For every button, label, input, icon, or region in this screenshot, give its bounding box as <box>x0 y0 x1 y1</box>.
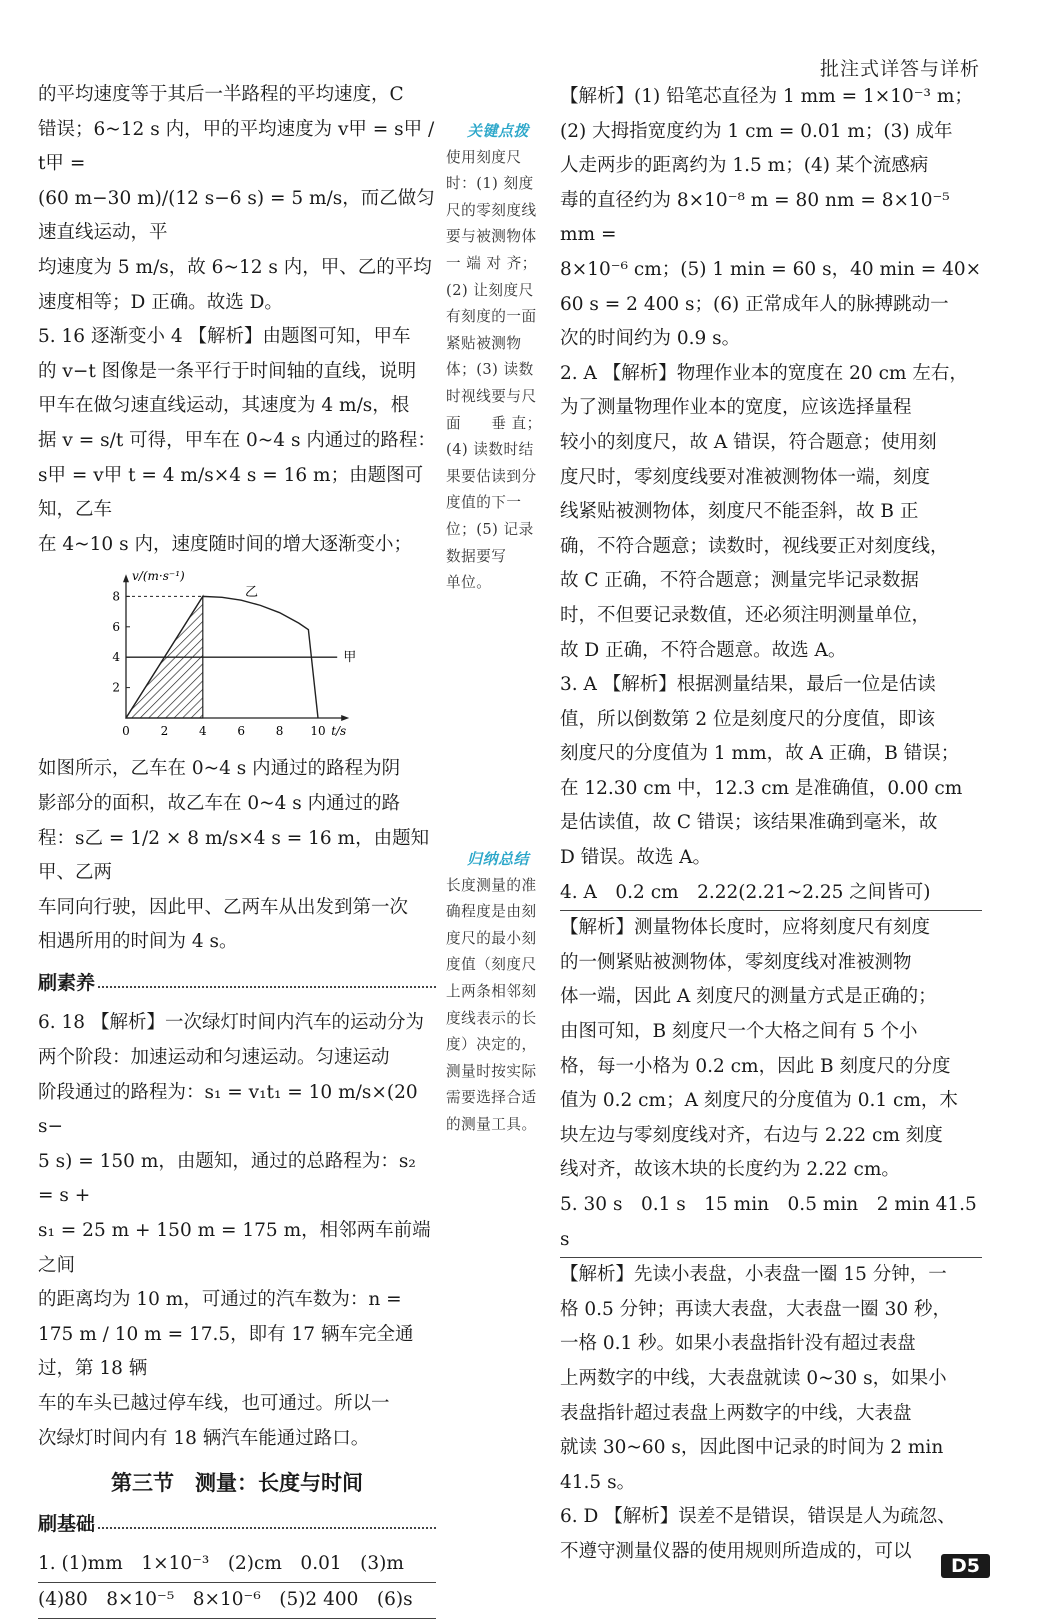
sidenote-title: 归纳总结 <box>466 850 529 868</box>
sidenote-summary <box>446 846 550 1139</box>
text-line: (2) 大拇指宽度约为 1 cm = 0.01 m；(3) 成年 <box>560 120 953 142</box>
sidenote-line: 需要选择合适 <box>446 1089 537 1107</box>
sidenote-line: 体；(3) 读数 <box>446 361 534 379</box>
text-line: (60 m−30 m)/(12 s−6 s) = 5 m/s，而乙做匀速直线运动，平 <box>38 187 435 244</box>
text-line: 错误；6~12 s 内，甲的平均速度为 v甲 = s甲 / t甲 = <box>38 118 435 175</box>
right-column <box>560 80 982 1570</box>
sidenote-line: 上两条相邻刻 <box>446 982 537 1000</box>
x-axis-arrow <box>341 715 349 721</box>
sidenote-line: 度）决定的， <box>446 1036 537 1054</box>
answer-5-heading: 5. 16 逐渐变小 4 【解析】由题图可知，甲车 <box>38 326 411 348</box>
chapter-title: 第三节 测量：长度与时间 <box>111 1471 363 1496</box>
answer-1-line: 1. (1)mm 1×10⁻³ (2)cm 0.01 (3)m <box>38 1547 436 1583</box>
text-line: 度尺时，零刻度线要对准被测物体一端，刻度 <box>560 466 931 488</box>
text-line: 表盘指针超过表盘上两数字的中线，大表盘 <box>560 1402 912 1424</box>
answer-5-heading: 5. 30 s 0.1 s 15 min 0.5 min 2 min 41.5 s <box>560 1188 982 1258</box>
header-title: 批注式详答与详析 <box>819 58 980 80</box>
sidenote-line: 果要估读到分 <box>446 467 537 485</box>
text-line: 如图所示，乙车在 0~4 s 内通过的路程为阴 <box>38 758 401 780</box>
text-line: 175 m / 10 m = 17.5，即有 17 辆车完全通过，第 18 辆 <box>38 1323 414 1380</box>
text-line: 两个阶段：加速运动和匀速运动。匀速运动 <box>38 1047 390 1069</box>
x-tick-label: 8 <box>275 724 284 739</box>
text-line: 格，每一小格为 0.2 cm，因此 B 刻度尺的分度 <box>560 1055 951 1077</box>
y-tick-label: 4 <box>112 650 120 665</box>
text-line: 是估读值，故 C 错误；该结果准确到毫米，故 <box>560 812 938 834</box>
sidenote-line: 单位。 <box>446 574 492 592</box>
text-line: 次的时间约为 0.9 s。 <box>560 328 741 350</box>
sidenote-line: 使用刻度尺 <box>446 148 522 166</box>
text-line: 相遇所用的时间为 4 s。 <box>38 931 238 953</box>
sidenote-line: 的测量工具。 <box>446 1115 537 1133</box>
text-line: 刻度尺的分度值为 1 mm，故 A 正确，B 错误； <box>560 743 960 765</box>
sidenote-line: 紧贴被测物 <box>446 334 522 352</box>
x-tick-label: 2 <box>160 724 169 739</box>
text-line: 故 C 正确，不符合题意；测量完毕记录数据 <box>560 570 919 592</box>
text-line: 60 s = 2 400 s；(6) 正常成年人的脉搏跳动一 <box>560 293 949 315</box>
text-line: 为了测量物理作业本的宽度，应该选择量程 <box>560 397 912 419</box>
sidenote-line: 时视线要与尺 <box>446 387 537 405</box>
sidenote-line: 度尺的最小刻 <box>446 929 537 947</box>
text-line: s₁ = 25 m + 150 m = 175 m，相邻两车前端之间 <box>38 1220 431 1276</box>
text-line: 值，所以倒数第 2 位是刻度尺的分度值，即该 <box>560 708 936 730</box>
text-line: 5 s) = 150 m，由题知，通过的总路程为：s₂ = s + <box>38 1150 416 1207</box>
text-line: 值为 0.2 cm；A 刻度尺的分度值为 0.1 cm，木 <box>560 1090 958 1112</box>
answer-6-heading: 6. 18 【解析】一次绿灯时间内汽车的运动分为 <box>38 1012 424 1034</box>
sidenote-line: 一 端 对 齐； <box>446 254 537 272</box>
sidenote-line: (4) 读数时结 <box>446 441 534 459</box>
sidenote-line: 长度测量的准 <box>446 876 537 894</box>
series-label: 甲 <box>343 650 357 666</box>
text-line: 确，不符合题意；读数时，视线要正对刻度线， <box>560 535 949 557</box>
text-line: 在 4~10 s 内，速度随时间的增大逐渐变小； <box>38 533 412 555</box>
left-column <box>38 78 436 1619</box>
text-line: 时，不但要记录数值，还必须注明测量单位， <box>560 604 931 626</box>
x-tick-label: 6 <box>237 724 246 739</box>
sidenote-line: 时：(1) 刻度 <box>446 175 534 193</box>
answer-1-line: (4)80 8×10⁻⁵ 8×10⁻⁶ (5)2 400 (6)s <box>38 1583 436 1619</box>
text-line: 体一端，因此 A 刻度尺的测量方式是正确的； <box>560 986 937 1008</box>
sidenote-key-points <box>446 118 550 597</box>
y-axis-arrow <box>123 575 129 583</box>
sidenote-line: 确程度是由刻 <box>446 903 537 921</box>
text-line: 在 12.30 cm 中，12.3 cm 是准确值，0.00 cm <box>560 777 963 799</box>
sidenote-line: 度线表示的长 <box>446 1009 537 1027</box>
text-line: 的距离均为 10 m，可通过的汽车数为：n = <box>38 1289 402 1311</box>
text-line: 速度相等；D 正确。故选 D。 <box>38 291 283 313</box>
text-line: 的 v−t 图像是一条平行于时间轴的直线，说明 <box>38 360 417 382</box>
sidenote-title: 关键点拨 <box>466 122 529 140</box>
page-badge: D5 <box>941 1554 990 1578</box>
text-line: 线紧贴被测物体，刻度尺不能歪斜，故 B 正 <box>560 501 919 523</box>
text-line: 不遵守测量仪器的使用规则所造成的，可以 <box>560 1540 912 1562</box>
sidenote-line: 度值的下一 <box>446 494 522 512</box>
text-line: 影部分的面积，故乙车在 0~4 s 内通过的路 <box>38 792 401 814</box>
sidenote-line: 测量时按实际 <box>446 1062 537 1080</box>
text-line: 人走两步的距离约为 1.5 m；(4) 某个流感病 <box>560 155 929 177</box>
y-tick-label: 8 <box>112 589 120 604</box>
section-heading-shuajichu: 刷基础 <box>38 1512 96 1535</box>
text-line: 甲车在做匀速直线运动，其速度为 4 m/s，根 <box>38 395 410 417</box>
sidenote-line: 要与被测物体 <box>446 228 537 246</box>
text-line: 毒的直径约为 8×10⁻⁸ m = 80 nm = 8×10⁻⁵ mm = <box>560 189 950 246</box>
answer-6-heading: 6. D 【解析】误差不是错误，错误是人为疏忽、 <box>560 1506 956 1528</box>
text-line: 【解析】(1) 铅笔芯直径为 1 mm = 1×10⁻³ m； <box>560 86 973 107</box>
x-tick-label: 0 <box>122 724 130 739</box>
text-line: 就读 30~60 s，因此图中记录的时间为 2 min <box>560 1437 944 1459</box>
answer-4-heading: 4. A 0.2 cm 2.22(2.21~2.25 之间皆可) <box>560 876 982 912</box>
dotted-divider <box>98 1527 436 1529</box>
text-line: 【解析】测量物体长度时，应将刻度尺有刻度 <box>560 917 931 939</box>
text-line: 一格 0.1 秒。如果小表盘指针没有超过表盘 <box>560 1333 916 1355</box>
y-tick-label: 2 <box>112 680 120 695</box>
answer-2-heading: 2. A 【解析】物理作业本的宽度在 20 cm 左右， <box>560 362 968 384</box>
text-line: 的平均速度等于其后一半路程的平均速度，C <box>38 84 404 105</box>
answer-3-heading: 3. A 【解析】根据测量结果，最后一位是估读 <box>560 674 936 696</box>
sidenote-line: 有刻度的一面 <box>446 308 537 326</box>
text-line: 阶段通过的路程为：s₁ = v₁t₁ = 10 m/s×(20 s− <box>38 1081 418 1138</box>
x-tick-label: 10 <box>310 724 326 739</box>
dotted-divider <box>98 986 436 988</box>
text-line: 故 D 正确，不符合题意。故选 A。 <box>560 639 847 661</box>
text-line: 车的车头已越过停车线，也可通过。所以一 <box>38 1393 390 1414</box>
text-line: 【解析】先读小表盘，小表盘一圈 15 分钟，一 <box>560 1264 947 1286</box>
x-axis-label: t/s <box>331 724 347 739</box>
text-line: 均速度为 5 m/s，故 6~12 s 内，甲、乙的平均 <box>38 256 432 278</box>
sidenote-line: 面 垂 直； <box>446 414 542 432</box>
sidenote-line: 度值（刻度尺 <box>446 956 537 974</box>
text-line: 由图可知，B 刻度尺一个大格之间有 5 个小 <box>560 1021 918 1043</box>
text-line: 线对齐，故该木块的长度约为 2.22 cm。 <box>560 1159 900 1181</box>
text-line: 8×10⁻⁶ cm；(5) 1 min = 60 s，40 min = 40× <box>560 258 982 280</box>
series-label: 乙 <box>245 585 259 601</box>
text-line: 程：s乙 = 1/2 × 8 m/s×4 s = 16 m，由题知甲、乙两 <box>38 827 430 884</box>
section-heading-shuasuyang: 刷素养 <box>38 971 96 994</box>
text-line: 41.5 s。 <box>560 1471 636 1493</box>
text-line: 上两数字的中线，大表盘就读 0~30 s，如果小 <box>560 1367 947 1389</box>
text-line: 块左边与零刻度线对齐，右边与 2.22 cm 刻度 <box>560 1124 943 1146</box>
sidenote-line: (2) 让刻度尺 <box>446 281 534 299</box>
sidenote-line: 位；(5) 记录 <box>446 520 534 538</box>
text-line: 的一侧紧贴被测物体，零刻度线对准被测物 <box>560 951 912 973</box>
text-line: s甲 = v甲 t = 4 m/s×4 s = 16 m；由题图可知，乙车 <box>38 464 424 521</box>
sidenote-line: 数据要写 <box>446 547 507 565</box>
y-tick-label: 6 <box>112 620 120 635</box>
text-line: 较小的刻度尺，故 A 错误，符合题意；使用刻 <box>560 431 937 453</box>
velocity-time-chart <box>86 568 357 748</box>
y-axis-label: v/(m·s⁻¹) <box>132 569 185 584</box>
text-line: 车同向行驶，因此甲、乙两车从出发到第一次 <box>38 896 409 918</box>
text-line: D 错误。故选 A。 <box>560 847 711 869</box>
x-tick-label: 4 <box>198 724 207 739</box>
sidenote-line: 尺的零刻度线 <box>446 201 537 219</box>
text-line: 格 0.5 分钟；再读大表盘，大表盘一圈 30 秒， <box>560 1298 951 1320</box>
text-line: 据 v = s/t 可得，甲车在 0~4 s 内通过的路程： <box>38 429 436 451</box>
text-line: 次绿灯时间内有 18 辆汽车能通过路口。 <box>38 1427 370 1449</box>
